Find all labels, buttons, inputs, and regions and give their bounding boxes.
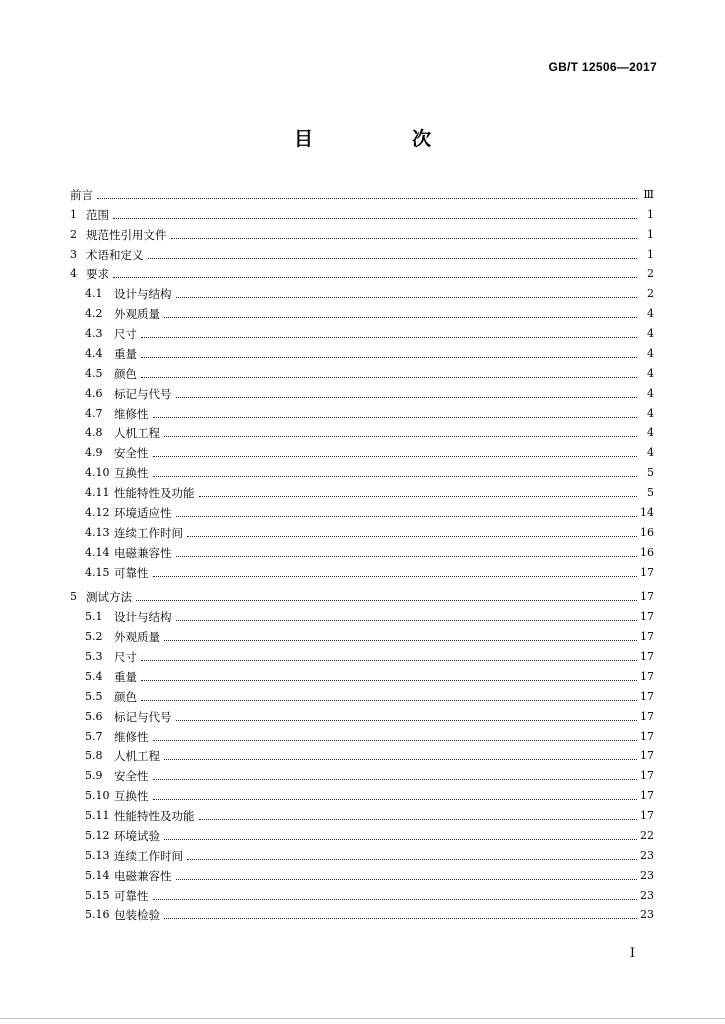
dot-leader bbox=[153, 575, 638, 577]
toc-entry-number: 5.6 bbox=[85, 709, 103, 723]
toc-entry[interactable] bbox=[70, 264, 654, 284]
dot-leader bbox=[153, 455, 638, 457]
toc-entry-number: 4.5 bbox=[85, 366, 103, 380]
toc-entry-page-number: 4 bbox=[647, 386, 654, 400]
toc-entry-number: 4.3 bbox=[85, 327, 103, 340]
toc-entry[interactable] bbox=[70, 666, 654, 686]
dot-leader bbox=[141, 659, 637, 661]
toc-entry-number: 4.13 bbox=[85, 525, 110, 539]
dot-leader bbox=[136, 599, 637, 601]
toc-entry-label: 测试方法 bbox=[86, 590, 132, 605]
toc-entry-label: 设计与结构 bbox=[114, 610, 172, 625]
toc-entry-page-number: 23 bbox=[640, 868, 654, 882]
toc-entry-label: 重量 bbox=[114, 669, 137, 684]
toc-entry-number: 4.11 bbox=[85, 486, 110, 499]
toc-entry[interactable] bbox=[70, 383, 654, 403]
toc-entry-label: 外观质量 bbox=[114, 630, 160, 645]
toc-entry[interactable] bbox=[70, 303, 654, 323]
toc-entry[interactable] bbox=[70, 825, 654, 845]
toc-entry-page-number: 17 bbox=[640, 650, 654, 663]
toc-entry-label: 范围 bbox=[86, 207, 109, 222]
toc-entry-number: 5.8 bbox=[85, 749, 103, 763]
toc-entry[interactable] bbox=[70, 726, 654, 746]
dot-leader bbox=[187, 535, 637, 537]
toc-entry-number: 5.5 bbox=[85, 689, 103, 703]
standard-code: GB/T 12506—2017 bbox=[548, 60, 657, 74]
toc-entry[interactable] bbox=[70, 706, 654, 726]
toc-entry-number: 4.10 bbox=[85, 466, 110, 480]
dot-leader bbox=[141, 699, 637, 701]
dot-leader bbox=[141, 679, 637, 681]
toc-entry-page-number: 2 bbox=[647, 267, 654, 281]
toc-entry-label: 维修性 bbox=[114, 729, 149, 744]
toc-entry-label: 可靠性 bbox=[114, 565, 149, 580]
dot-leader bbox=[148, 257, 638, 259]
toc-entry-number: 5.12 bbox=[85, 828, 110, 842]
toc-entry[interactable] bbox=[70, 224, 654, 244]
toc-entry-page-number: 1 bbox=[647, 207, 654, 221]
toc-entry-label: 颜色 bbox=[114, 366, 137, 381]
toc-entry-page-number: 23 bbox=[640, 848, 654, 862]
page-title: 目 次 bbox=[293, 128, 471, 150]
dot-leader bbox=[164, 917, 637, 919]
toc-entry-label: 性能特性及功能 bbox=[114, 486, 195, 500]
toc-entry[interactable] bbox=[70, 323, 654, 343]
toc-entry-label: 人机工程 bbox=[114, 749, 160, 764]
toc-entry-number: 4.2 bbox=[85, 307, 103, 321]
toc-entry-page-number: 16 bbox=[640, 525, 654, 539]
toc-entry-label: 尺寸 bbox=[114, 650, 137, 664]
toc-entry[interactable] bbox=[70, 626, 654, 646]
toc-entry-label: 可靠性 bbox=[114, 888, 149, 903]
toc-entry-page-number: 17 bbox=[640, 610, 654, 624]
toc-entry-number: 5.11 bbox=[85, 809, 110, 822]
dot-leader bbox=[164, 435, 637, 437]
toc-entry-page-number: 5 bbox=[647, 466, 654, 480]
toc-entry[interactable] bbox=[70, 482, 654, 502]
toc-entry-label: 互换性 bbox=[114, 466, 149, 481]
toc-entry-number: 5.4 bbox=[85, 669, 103, 683]
toc-entry-page-number: 23 bbox=[640, 908, 654, 922]
toc-entry[interactable] bbox=[70, 646, 654, 666]
toc-entry-page-number: 17 bbox=[640, 590, 654, 604]
toc-entry-page-number: 1 bbox=[647, 247, 654, 261]
toc-entry-number: 5 bbox=[70, 590, 77, 604]
dot-leader bbox=[153, 798, 638, 800]
toc-entry-page-number: 17 bbox=[640, 769, 654, 783]
toc-entry-page-number: Ⅲ bbox=[643, 187, 654, 201]
dot-leader bbox=[164, 316, 637, 318]
toc-entry-label: 要求 bbox=[86, 267, 109, 282]
toc-entry-number: 5.15 bbox=[85, 888, 110, 902]
toc-entry-label: 性能特性及功能 bbox=[114, 809, 195, 823]
toc-entry[interactable] bbox=[70, 805, 654, 825]
toc-entry-number: 4.8 bbox=[85, 426, 103, 440]
dot-leader bbox=[176, 619, 638, 621]
toc-entry-number: 4.6 bbox=[85, 386, 103, 400]
toc-entry-label: 标记与代号 bbox=[114, 386, 172, 401]
dot-leader bbox=[164, 838, 637, 840]
toc-entry[interactable] bbox=[70, 845, 654, 865]
toc-entry-label: 重量 bbox=[114, 346, 137, 361]
toc-entry-number: 4.12 bbox=[85, 505, 110, 519]
toc-entry-page-number: 4 bbox=[647, 307, 654, 321]
toc-entry[interactable] bbox=[70, 283, 654, 303]
toc-entry-label: 电磁兼容性 bbox=[114, 868, 172, 883]
toc-entry-page-number: 17 bbox=[640, 809, 654, 822]
toc-entry-label: 环境适应性 bbox=[114, 505, 172, 520]
page-folio: I bbox=[629, 946, 635, 961]
dot-leader bbox=[199, 495, 638, 497]
dot-leader bbox=[199, 818, 638, 820]
dot-leader bbox=[176, 719, 638, 721]
toc-entry-number: 4.7 bbox=[85, 406, 103, 420]
toc-entry-page-number: 17 bbox=[640, 565, 654, 579]
dot-leader bbox=[113, 276, 637, 278]
toc-entry-number: 2 bbox=[70, 227, 77, 241]
toc-entry[interactable] bbox=[70, 542, 654, 562]
dot-leader bbox=[164, 758, 637, 760]
toc-entry-page-number: 5 bbox=[647, 486, 654, 499]
toc-entry-label: 安全性 bbox=[114, 446, 149, 461]
toc-entry-number: 4.1 bbox=[85, 287, 103, 301]
toc-entry-number: 3 bbox=[70, 247, 77, 261]
toc-entry[interactable] bbox=[70, 442, 654, 462]
dot-leader bbox=[141, 356, 637, 358]
toc-entry-number: 5.1 bbox=[85, 610, 103, 624]
toc-entry-page-number: 17 bbox=[640, 689, 654, 703]
toc-entry-number: 5.9 bbox=[85, 769, 103, 783]
toc-entry[interactable] bbox=[70, 587, 654, 607]
toc-entry[interactable] bbox=[70, 363, 654, 383]
page-bottom-edge bbox=[0, 1018, 725, 1019]
toc-entry-label: 电磁兼容性 bbox=[114, 545, 172, 560]
toc-entry[interactable] bbox=[70, 765, 654, 785]
toc-entry-page-number: 14 bbox=[640, 505, 654, 519]
dot-leader bbox=[164, 639, 637, 641]
toc-entry-page-number: 4 bbox=[647, 366, 654, 380]
toc-entry-page-number: 4 bbox=[647, 446, 654, 460]
toc-entry-label: 标记与代号 bbox=[114, 709, 172, 724]
toc-entry[interactable] bbox=[70, 885, 654, 905]
toc-entry-page-number: 17 bbox=[640, 709, 654, 723]
dot-leader bbox=[97, 197, 637, 199]
toc-entry[interactable] bbox=[70, 423, 654, 443]
dot-leader bbox=[176, 515, 638, 517]
toc-entry-page-number: 4 bbox=[647, 346, 654, 360]
toc-entry-number: 5.7 bbox=[85, 729, 103, 743]
dot-leader bbox=[153, 416, 638, 418]
toc-entry[interactable] bbox=[70, 184, 654, 204]
toc-entry-page-number: 16 bbox=[640, 545, 654, 559]
toc-entry[interactable] bbox=[70, 522, 654, 542]
toc-entry[interactable] bbox=[70, 606, 654, 626]
toc-entry-number: 4 bbox=[70, 267, 77, 281]
table-of-contents bbox=[70, 184, 654, 924]
dot-leader bbox=[171, 237, 638, 239]
toc-entry[interactable] bbox=[70, 746, 654, 766]
toc-entry-label: 前言 bbox=[70, 187, 93, 202]
toc-entry-label: 规范性引用文件 bbox=[86, 227, 167, 242]
toc-entry-page-number: 17 bbox=[640, 669, 654, 683]
dot-leader bbox=[153, 778, 638, 780]
dot-leader bbox=[176, 396, 638, 398]
toc-entry[interactable] bbox=[70, 562, 654, 582]
toc-entry-label: 环境试验 bbox=[114, 828, 160, 843]
dot-leader bbox=[176, 296, 638, 298]
toc-entry-number: 4.4 bbox=[85, 346, 103, 360]
toc-entry[interactable] bbox=[70, 686, 654, 706]
dot-leader bbox=[141, 376, 637, 378]
toc-entry[interactable] bbox=[70, 462, 654, 482]
toc-entry[interactable] bbox=[70, 865, 654, 885]
dot-leader bbox=[153, 898, 638, 900]
toc-entry-label: 术语和定义 bbox=[86, 247, 144, 262]
toc-entry[interactable] bbox=[70, 785, 654, 805]
toc-entry-page-number: 17 bbox=[640, 729, 654, 743]
toc-entry-label: 维修性 bbox=[114, 406, 149, 421]
toc-entry-number: 1 bbox=[70, 207, 77, 221]
toc-entry-number: 5.3 bbox=[85, 650, 103, 663]
toc-entry[interactable] bbox=[70, 905, 654, 925]
toc-entry-label: 包装检验 bbox=[114, 908, 160, 923]
toc-entry-page-number: 17 bbox=[640, 789, 654, 803]
toc-entry-page-number: 17 bbox=[640, 749, 654, 763]
toc-entry-page-number: 2 bbox=[647, 287, 654, 301]
toc-entry[interactable] bbox=[70, 502, 654, 522]
toc-entry[interactable] bbox=[70, 403, 654, 423]
toc-entry-label: 连续工作时间 bbox=[114, 525, 183, 540]
toc-entry-label: 尺寸 bbox=[114, 327, 137, 341]
toc-entry-label: 人机工程 bbox=[114, 426, 160, 441]
toc-entry-number: 5.2 bbox=[85, 630, 103, 644]
dot-leader bbox=[153, 475, 638, 477]
toc-entry-number: 4.14 bbox=[85, 545, 110, 559]
dot-leader bbox=[187, 858, 637, 860]
toc-entry[interactable] bbox=[70, 204, 654, 224]
toc-entry-page-number: 22 bbox=[640, 828, 654, 842]
toc-entry-page-number: 1 bbox=[647, 227, 654, 241]
dot-leader bbox=[141, 336, 637, 338]
toc-entry-page-number: 4 bbox=[647, 426, 654, 440]
toc-entry-number: 4.9 bbox=[85, 446, 103, 460]
toc-entry-page-number: 4 bbox=[647, 327, 654, 340]
dot-leader bbox=[113, 217, 637, 219]
dot-leader bbox=[153, 739, 638, 741]
dot-leader bbox=[176, 555, 638, 557]
toc-entry-number: 5.13 bbox=[85, 848, 110, 862]
toc-entry-number: 5.16 bbox=[85, 908, 110, 922]
toc-entry-label: 外观质量 bbox=[114, 307, 160, 322]
toc-entry-page-number: 4 bbox=[647, 406, 654, 420]
toc-entry-page-number: 17 bbox=[640, 630, 654, 644]
toc-entry-number: 5.10 bbox=[85, 789, 110, 803]
toc-entry-label: 颜色 bbox=[114, 689, 137, 704]
toc-entry[interactable] bbox=[70, 244, 654, 264]
toc-entry-label: 互换性 bbox=[114, 789, 149, 804]
toc-entry-label: 设计与结构 bbox=[114, 287, 172, 302]
toc-entry-number: 4.15 bbox=[85, 565, 110, 579]
toc-entry-label: 安全性 bbox=[114, 769, 149, 784]
toc-entry-number: 5.14 bbox=[85, 868, 110, 882]
toc-entry-page-number: 23 bbox=[640, 888, 654, 902]
dot-leader bbox=[176, 878, 638, 880]
toc-entry-label: 连续工作时间 bbox=[114, 848, 183, 863]
toc-entry[interactable] bbox=[70, 343, 654, 363]
